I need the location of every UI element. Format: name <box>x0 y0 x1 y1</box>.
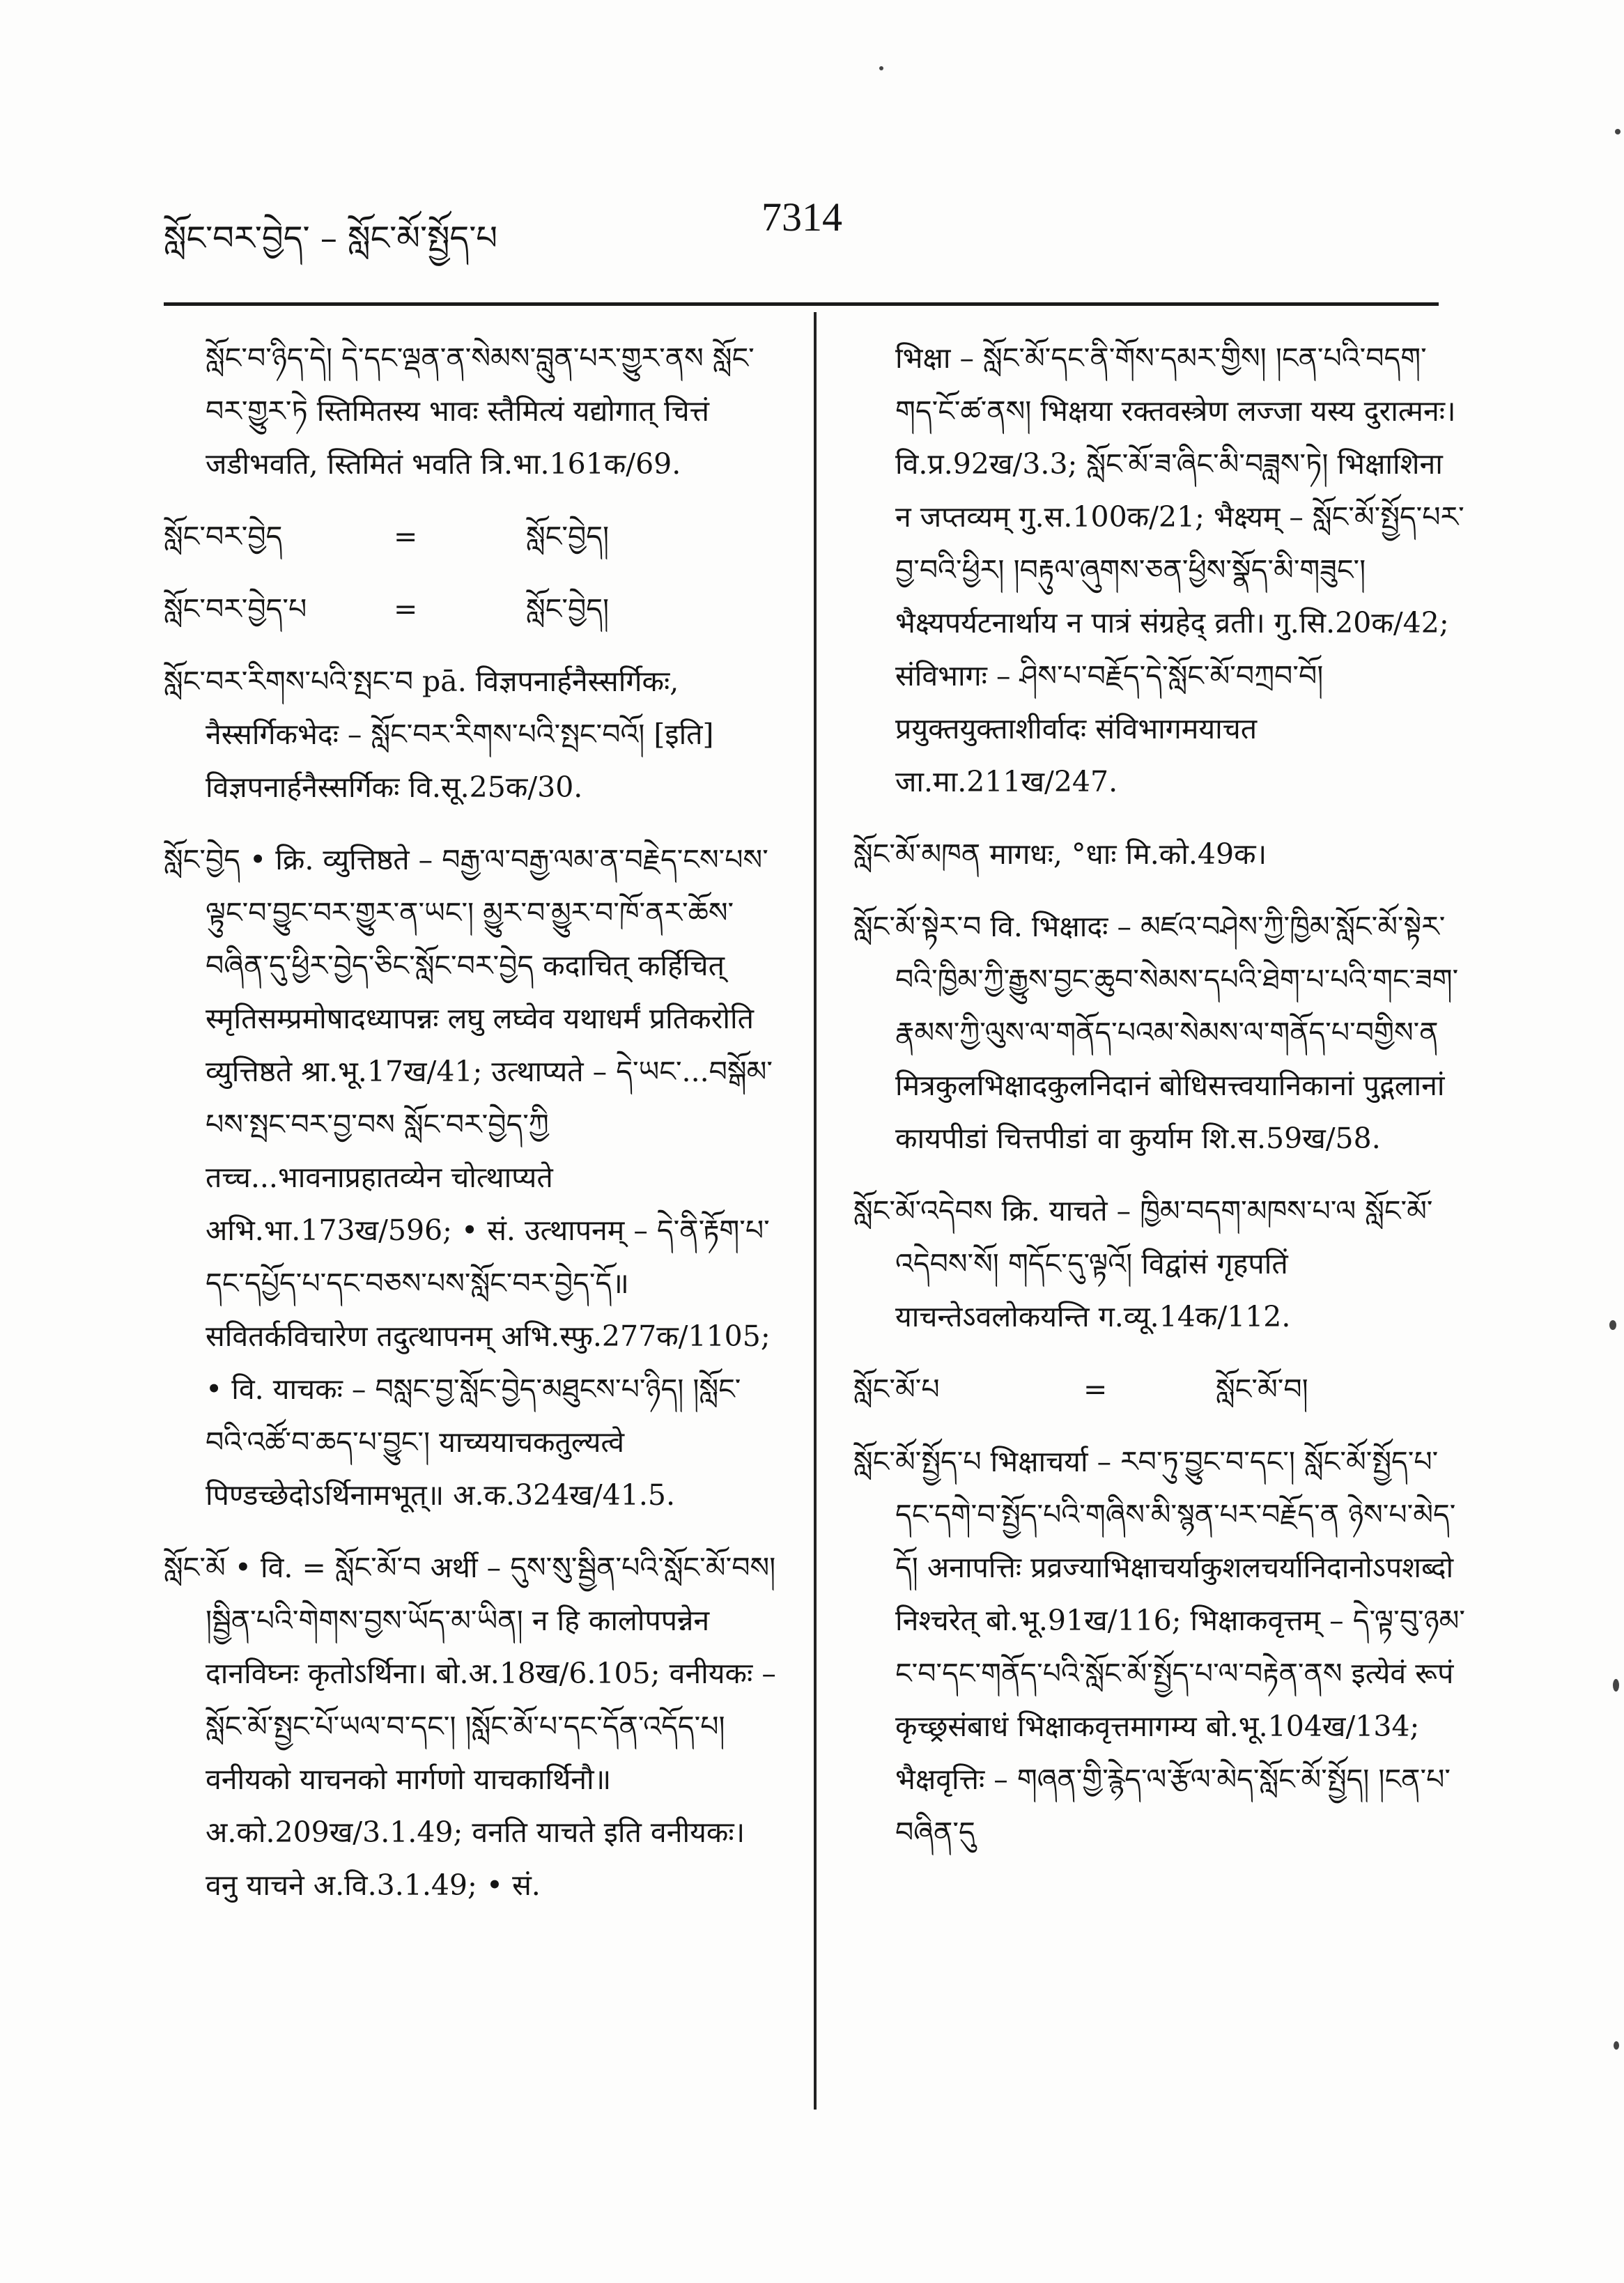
equals-sign: = <box>394 592 418 626</box>
entry-continuation: भिक्षा – སློང་མོ་དང་ནི་གོས་དམར་གྱིས། །ངན་པའི་བདག་གད་ངོ་ཚ་ནས། भिक्षया रक्तवस्त्रेण लज्जा यस्य दुरात्मनः। वि.प्र.92ख/3.3; སློང་མོ་ཟ་ཞིང་མི་བཟླས་ཏེ། भिक्षाशिना न जप्तव्यम् गु.स.100क/21; भैक्ष्यम् – སློང་མོ་སྤྱོད་པར་བྱ་བའི་ཕྱིར། །བརྟུལ་ཞུགས་ཅན་ཕྱིས་སྣོད་མི་གཟུང་། भैक्ष्यपर्यटनार्थाय न पात्रं संग्रहेद् व्रती। गु.सि.20क/42; संविभागः – ཤིས་པ་བརྗོད་དེ་སློང་མོ་བཀྲབ་བོ། प्रयुक्तयुक्ताशीर्वादः संविभागमयाचत जा.मा.211ख/247. <box>895 341 1464 798</box>
entry-headword: སློང་བར་བྱེད་པ <box>164 592 307 626</box>
entry-continuation: སློང་བ་ཉིད་དེ། དེ་དང་ལྡན་ན་སེམས་བླུན་པར་གྱུར་ནས སློང་བར་གྱུར་ཏེ स्तिमितस्य भावः स्तैमित्यं यद्योगात् चित्तं जडीभवति, स्तिमितं भवति त्रि.भा.161क/69. <box>206 341 755 481</box>
cross-reference-entry <box>853 1363 1467 1416</box>
column-divider <box>814 312 817 2110</box>
dictionary-entry: སློང་མོ་སྟེར་བ वि. भिक्षादः – མཛའ་བཤེས་ཀྱི་ཁྱིམ་སློང་མོ་སྟེར་བའི་ཁྱིམ་ཀྱི་རྒྱུས་བྱང་ཆུབ་སེམས་དཔའི་ཐེག་པ་པའི་གང་ཟག་རྣམས་ཀྱི་ལུས་ལ་གནོད་པའམ་སེམས་ལ་གནོད་པ་བགྱིས་ན मित्रकुलभिक्षादकुलनिदानं बोधिसत्त्वयानिकानां पुद्गलानां कायपीडां चित्तपीडां वा कुर्याम शि.स.59ख/58. <box>853 910 1459 1155</box>
dictionary-entry: སློང་བྱེད • क्रि. व्युत्तिष्ठते – བརྒྱ་ལ་བརྒྱ་ལམ་ན་བརྗེད་ངས་པས་ལྟུང་བ་བྱུང་བར་གྱུར་ན་ཡང་། མྱུར་བ་མྱུར་བ་ཁོ་ནར་ཆོས་བཞིན་དུ་ཕྱིར་བྱེད་ཅིང་སློང་བར་བྱེད कदाचित् कर्हिचित् स्मृतिसम्प्रमोषादध्यापन्नः लघु लघ्वेव यथाधर्मं प्रतिकरोति व्युत्तिष्ठते श्रा.भू.17ख/41; उत्थाप्यते – དེ་ཡང་...བསྒོམ་པས་སྤང་བར་བྱ་བས སློང་བར་བྱེད་ཀྱི तच्च...भावनाप्रहातव्येन चोत्थाप्यते अभि.भा.173ख/596; • सं. उत्थापनम् – དེ་ནི་རྟོག་པ་དང་དཔྱོད་པ་དང་བཅས་པས་སློང་བར་བྱེད་དོ॥ सवितर्कविचारेण तदुत्थापनम् अभि.स्फु.277क/1105; • वि. याचकः – བསླང་བྱ་སློང་བྱེད་མཐུངས་པ་ཉིད། །སློང་བའི་འཚོ་བ་ཆད་པ་བྱུང་། याच्ययाचकतुल्यत्वे पिण्डच्छेदोऽर्थिनामभूत्॥ अ.क.324ख/41.5. <box>164 843 773 1512</box>
entry-target: སློང་བྱེད། <box>526 592 610 626</box>
right-column <box>853 332 1467 1878</box>
dictionary-entry: སློང་མོ་སྤྱོད་པ भिक्षाचर्या – རབ་ཏུ་བྱུང་བ་དང་། སློང་མོ་སྤྱོད་པ་དང་དགེ་བ་སྤྱོད་པའི་གཞིས་མི་སྙན་པར་བརྗོད་ན ཉེས་པ་མེད་དོ། अनापत्तिः प्रव्रज्याभिक्षाचर्याकुशलचर्यानिदानोऽपशब्दो निश्चरेत् बो.भू.91ख/116; भिक्षाकवृत्तम् – དེ་ལྟ་བུ་ཉམ་ང་བ་དང་གནོད་པའི་སློང་མོ་སྤྱོད་པ་ལ་བརྟེན་ནས इत्येवं रूपं कृच्छ्रसंबाधं भिक्षाकवृत्तमागम्य बो.भू.104ख/134; भैक्षवृत्तिः – གཞན་གྱི་རྙེད་ལ་རྩོལ་མེད་སློང་མོ་སྤྱོད། །ངན་པ་བཞིན་དུ <box>853 1445 1465 1849</box>
scan-speck <box>1613 1679 1619 1692</box>
page-number: 7314 <box>761 194 842 240</box>
entry-target: སློང་མོ་བ། <box>1216 1372 1308 1406</box>
dictionary-entry: སློང་བར་རིགས་པའི་སྤང་བ pā. विज्ञपनार्हनैस्सर्गिकः, नैस्सर्गिकभेदः – སློང་བར་རིགས་པའི་སྤང་བའོ། [इति] विज्ञपनार्हनैस्सर्गिकः वि.सू.25क/30. <box>164 665 714 804</box>
cross-reference-entry <box>164 510 777 563</box>
equals-sign: = <box>394 520 418 553</box>
page-header <box>164 194 1439 256</box>
entry-target: སློང་བྱེད། <box>526 520 610 553</box>
scan-speck <box>1609 1320 1616 1330</box>
scan-speck <box>879 66 883 70</box>
dictionary-entry: སློང་མོ • वि. = སློང་མོ་བ अर्थी – དུས་སུ་སྦྱིན་པའི་སློང་མོ་བས། །སྦྱིན་པའི་གེགས་བྱས་ཡོད་མ་ཡིན། न हि कालोपपन्नेन दानविघ्नः कृतोऽर्थिना। बो.अ.18ख/6.105; वनीयकः – སློང་མོ་སྤྱང་པོ་ཡལ་བ་དང་། །སློང་མོ་པ་དང་དོན་འདོད་པ། वनीयको याचनको मार्गणो याचकार्थिनौ॥ अ.को.209ख/3.1.49; वनति याचते इति वनीयकः। वनु याचने अ.वि.3.1.49; • सं. <box>164 1551 776 1902</box>
dictionary-entry: སློང་མོ་མཁན मागधः, °धाः मि.को.49क। <box>853 837 1267 871</box>
scan-speck <box>1614 2041 1619 2050</box>
scan-speck <box>1615 129 1621 134</box>
equals-sign: = <box>1083 1372 1108 1406</box>
entry-headword: སློང་བར་བྱེད <box>164 520 283 553</box>
dictionary-entry: སློང་མོ་འདེབས क्रि. याचते – ཁྱིམ་བདག་མཁས་པ་ལ སློང་མོ་འདེབས་སོ། གདོང་དུ་ལྟའོ། विद्वांसं गृहपतिं याचन्तेऽवलोकयन्ति ग.व्यू.14क/112. <box>853 1194 1433 1333</box>
left-column <box>164 332 777 1931</box>
cross-reference-entry <box>164 582 777 635</box>
entry-headword: སློང་མོ་པ <box>853 1372 940 1406</box>
header-rule <box>164 302 1439 306</box>
running-head: སློང་བར་བྱེད་ – སློང་མོ་སྤྱོད་པ <box>164 219 498 258</box>
